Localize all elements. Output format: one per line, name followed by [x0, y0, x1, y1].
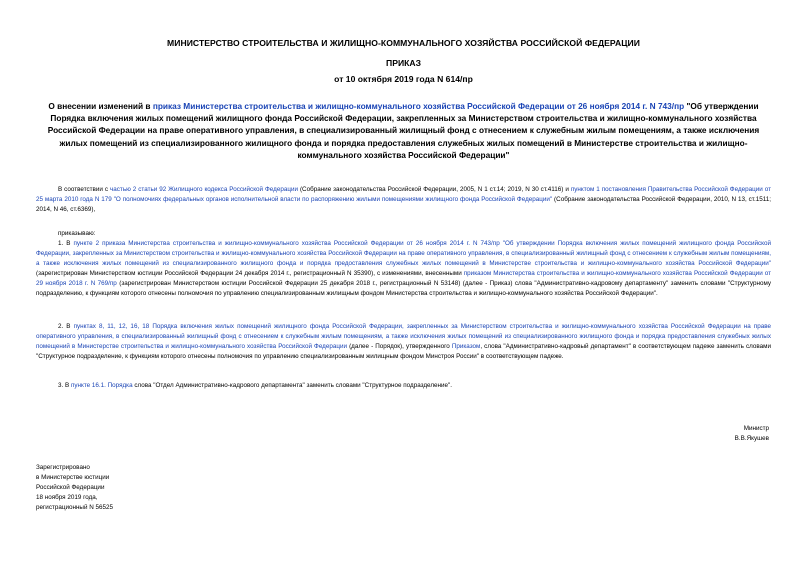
- item-1-text-3: (зарегистрирован Министерством юстиции Российской Федерации 25 декабря 2018 г., регистрационный N 53148) (далее - Приказ) слова "Административно-кадровому департаменту" заменить словами "Структурному подразделению, к функциям которого отнесены полномочия по управлению специализированным жилищным фондом Министерства строительства и жилищно-коммунального хозяйства Российской Федерации".: [36, 280, 772, 297]
- registration-line: Российской Федерации: [36, 484, 105, 491]
- preamble-text-3: (Собрание законодательства Российской Федерации, 2010, N 13, ст.1511; 2014, N 46, ст.6369),: [36, 196, 771, 213]
- title-order-link[interactable]: приказ Министерства строительства и жилищно-коммунального хозяйства Российской Федерации от 26 ноября 2014 г. N 743/пр: [152, 101, 685, 111]
- signature-block: [735, 424, 769, 444]
- preamble-text-2: (Собрание законодательства Российской Федерации, 2005, N 1 ст.14; 2019, N 30 ст.4116) и: [297, 186, 571, 193]
- preamble-text-1: В соответствии с: [58, 186, 110, 193]
- item-1-text-2: (зарегистрирован Министерством юстиции Российской Федерации 24 декабря 2014 г., регистрационный N 35390), с изменениями, внесенными: [36, 270, 464, 277]
- registration-block: [36, 463, 113, 513]
- ministry-header: МИНИСТЕРСТВО СТРОИТЕЛЬСТВА И ЖИЛИЩНО-КОММУНАЛЬНОГО ХОЗЯЙСТВА РОССИЙСКОЙ ФЕДЕРАЦИИ: [167, 38, 640, 48]
- item-1-text-1: 1. В: [58, 240, 74, 247]
- title-prefix: О внесении изменений в: [48, 101, 153, 111]
- registration-line: Зарегистрировано: [36, 464, 90, 471]
- order-date-number: от 10 октября 2019 года N 614/пр: [334, 74, 473, 84]
- government-decree-link[interactable]: пунктом 1 постановления Правительства Российской Федерации от 25 марта 2010 года N 179 "О полномочиях федеральных органов исполнительной власти по распоряжению жилыми помещениями жилищного фонда Российской Федерации": [36, 186, 771, 203]
- order-keyword: приказываю:: [58, 230, 96, 237]
- item-3-text-2: слова "Отдел Административно-кадрового департамента" заменить словами "Структурное подразделение".: [132, 382, 453, 389]
- item-1-paragraph: [36, 239, 771, 299]
- title-rest: "Об утверждении Порядка включения жилых помещений жилищного фонда Российской Федерации, закрепленных за Министерством строительства и жилищно-коммунального хозяйства Российской Федерации на праве оперативного управления, в специализированный жилищный фонд с отнесением к служебным жилым помещениям, а также исключения жилых помещений из специализированного жилищного фонда и порядка предоставления служебных жилых помещений в Министерстве строительства и жилищно-коммунального хозяйства Российской Федерации": [47, 101, 760, 160]
- signature-role: Министр: [743, 425, 769, 432]
- item-2-text-3: , слова "Административно-кадровый департамент" в соответствующем падеже заменить словами "Структурное подразделение, к функциям которого отнесены полномочия по управлению специализированным жилищным фондом Минстроя России" в соответствующем падеже.: [36, 343, 772, 360]
- item-2-paragraph: [36, 322, 771, 362]
- item-1-order-link[interactable]: пункте 2 приказа Министерства строительства и жилищно-коммунального хозяйства Российской Федерации от 26 ноября 2014 г. N 743/пр "Об утверждении Порядка включения жилых помещений жилищного фонда Российской Федерации, закрепленных за Министерством строительства и жилищно-коммунального хозяйства Российской Федерации на праве оперативного управления, в специализированный жилищный фонд с отнесением к служебным жилым помещениям, а также исключения жилых помещений из специализированного жилищного фонда и порядка предоставления служебных жилых помещений в Министерстве строительства и жилищно-коммунального хозяйства Российской Федерации": [36, 240, 772, 267]
- item-2-text-1: 2. В: [58, 323, 74, 330]
- preamble-paragraph: [36, 185, 771, 215]
- housing-code-link[interactable]: частью 2 статьи 92 Жилищного кодекса Российской Федерации: [110, 186, 298, 193]
- item-2-order-link[interactable]: Приказом: [451, 343, 481, 350]
- item-1-amendment-link[interactable]: приказом Министерства строительства и жилищно-коммунального хозяйства Российской Федерации от 29 ноября 2018 г. N 769/пр: [36, 270, 771, 287]
- item-3-text-1: 3. В: [58, 382, 71, 389]
- item-3-procedure-link[interactable]: пункте 16.1. Порядка: [70, 382, 133, 389]
- registration-line: 18 ноября 2019 года,: [36, 494, 98, 501]
- registration-line: в Министерстве юстиции: [36, 474, 110, 481]
- registration-line: регистрационный N 56525: [36, 504, 114, 511]
- signature-name: В.В.Якушев: [734, 435, 769, 442]
- item-2-procedure-link[interactable]: пунктах 8, 11, 12, 16, 18 Порядка включения жилых помещений жилищного фонда Российской Федерации, закрепленных за Министерством строительства и жилищно-коммунального хозяйства Российской Федерации на праве оперативного управления, в специализированный жилищный фонд с отнесением к служебным жилым помещениям, а также исключения жилых помещений из специализированного жилищного фонда и порядка предоставления служебных жилых помещений в Министерстве строительства и жилищно-коммунального хозяйства Российской Федерации: [36, 323, 771, 350]
- order-title: [36, 100, 771, 161]
- order-heading: ПРИКАЗ: [386, 58, 421, 68]
- item-2-text-2: (далее - Порядок), утвержденного: [347, 343, 452, 350]
- item-3-paragraph: [36, 381, 771, 391]
